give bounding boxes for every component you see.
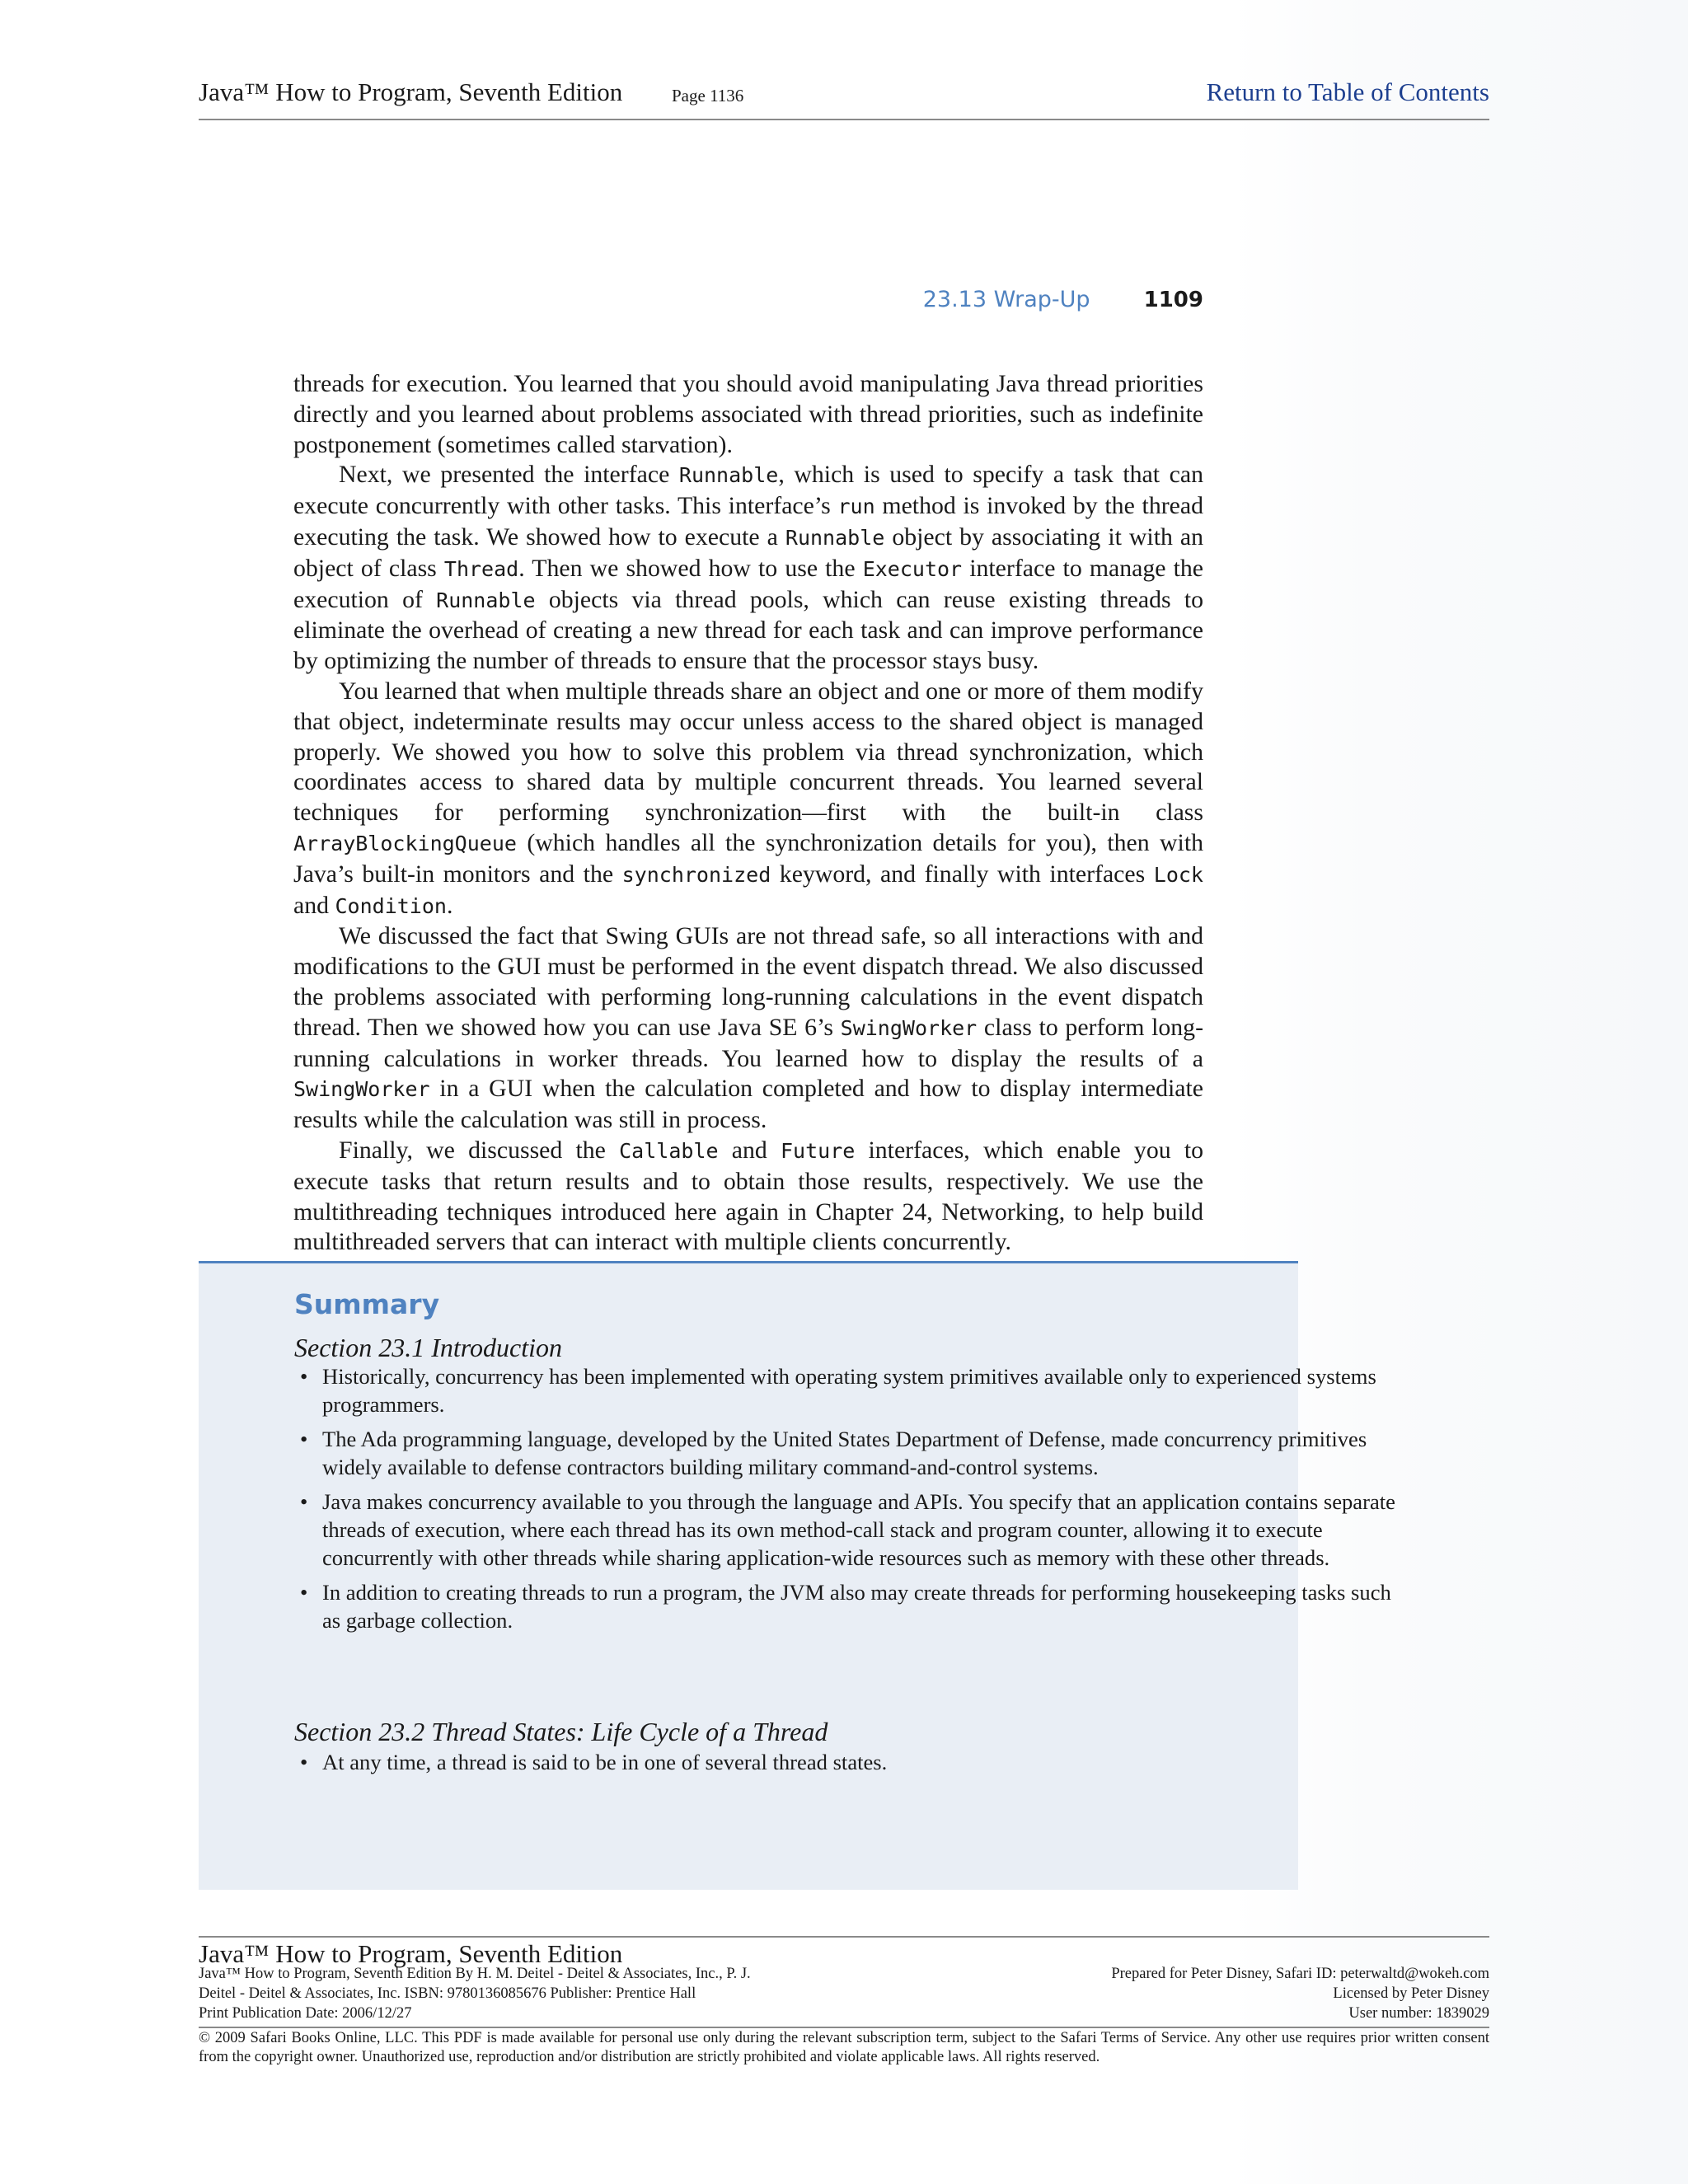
text-run: . (446, 891, 453, 919)
summary-section-heading: Section 23.2 Thread States: Life Cycle of a Thread (294, 1717, 828, 1746)
text-run: . Then we showed how to use the (518, 554, 863, 582)
footer-license-line: Licensed by Peter Disney (1333, 1985, 1489, 2002)
code-term: ArrayBlockingQueue (293, 831, 517, 855)
footer-legal-notice: © 2009 Safari Books Online, LLC. This PDF is made available for personal use only during the relevant subscription term, subject to the Safari Terms of Service. Any other use requires prior written consent from the copyright owner. Unauthorized use, reproduction and/or distribution are strictly prohibited and violate applicable laws. All rights reserved. (199, 2030, 1489, 2065)
running-head (824, 287, 1203, 320)
header-book-title: Java™ How to Program, Seventh Edition (199, 77, 623, 106)
footer-divider (199, 2027, 1489, 2028)
body-paragraph (293, 921, 1203, 1136)
summary-bullet: • Historically, concurrency has been implemented with operating system primitives available only to experienced systems programmers. (322, 1362, 1406, 1418)
body-paragraph (293, 1136, 1203, 1258)
summary-bullet: • In addition to creating threads to run a program, the JVM also may create threads for performing housekeeping tasks such as garbage collection. (322, 1578, 1406, 1634)
footer-license-line: User number: 1839029 (1348, 2005, 1489, 2022)
page-footer (199, 1936, 1489, 2069)
text-run: class to perform long-running calculations in worker threads. You learned how to display the results of a (293, 1013, 1204, 1072)
text-run: , which is used to specify a task that can execute concurrently with other tasks. This interface’s (293, 461, 1203, 520)
running-head-page-number: 1109 (1143, 288, 1203, 312)
text-run: (which handles all the synchronization details for you), then with Java’s built-in monitors and the (293, 828, 1203, 888)
text-run: and (718, 1136, 781, 1164)
page-header (199, 76, 1489, 120)
summary-bullet-list (322, 1362, 1406, 1641)
body-paragraph: threads for execution. You learned that you should avoid manipulating Java thread priorities directly and you learned about problems associated with thread priorities, such as indefinite postponement (sometimes called starvation). (293, 370, 1203, 458)
text-run: interface to manage the execution of (293, 554, 1204, 613)
text-run: method is invoked by the thread executing the task. We showed how to execute a (293, 492, 1203, 551)
footer-info-line: Deitel - Deitel & Associates, Inc. ISBN: 9780136085676 Publisher: Prentice Hall (199, 1985, 696, 2002)
code-term: Future (780, 1138, 856, 1163)
text-run: object by associating it with an object of class (293, 523, 1203, 582)
page-margin-shade (1232, 0, 1688, 2184)
summary-title: Summary (294, 1288, 440, 1320)
code-term: Thread (443, 556, 519, 581)
body-text (293, 369, 1203, 1258)
code-term: Executor (862, 556, 963, 581)
text-run: keyword, and finally with interfaces (771, 860, 1154, 888)
body-paragraph (293, 460, 1203, 677)
running-head-section: 23.13 Wrap-Up (922, 287, 1090, 312)
code-term: Lock (1153, 862, 1203, 887)
summary-box (199, 1261, 1395, 1890)
code-term: Condition (335, 893, 447, 918)
code-term: SwingWorker (840, 1015, 978, 1040)
text-run: in a GUI when the calculation completed and how to display intermediate results while the calculation was still in process. (293, 1075, 1203, 1134)
text-run: You learned that when multiple threads share an object and one or more of them modify that object, indeterminate results may occur unless access to the shared object is managed properly. We showed you how to solve this problem via thread synchronization, which coordinates access to shared data by multiple concurrent threads. You learned several techniques for performing synchronization—first with the built-in class (293, 677, 1203, 827)
text-run: objects via thread pools, which can reuse existing threads to eliminate the overhead of creating a new thread for each task and can improve performance by optimizing the number of threads to ensure that the processor stays busy. (293, 585, 1203, 675)
text-run: and (293, 891, 335, 919)
text-run: Finally, we discussed the (339, 1136, 620, 1164)
code-term: Runnable (785, 525, 885, 550)
text-run: We discussed the fact that Swing GUIs are not thread safe, so all interactions with and modifications to the GUI must be performed in the event dispatch thread. We also discussed the problems associated with performing long-running calculations in the event dispatch thread. Then we showed how you can use Java SE 6’s (293, 922, 1203, 1041)
footer-license-line: Prepared for Peter Disney, Safari ID: peterwaltd@wokeh.com (1111, 1966, 1489, 1982)
summary-bullet-list (322, 1748, 1406, 1783)
code-term: synchronized (621, 862, 771, 887)
code-term: run (837, 494, 875, 519)
code-term: SwingWorker (293, 1077, 430, 1102)
footer-book-title: Java™ How to Program, Seventh Edition (199, 1939, 623, 1968)
text-run: interfaces, which enable you to execute tasks that return results and to obtain those results, respectively. We use the multithreading techniques introduced here again in Chapter 24, Networking, to help build multithreaded servers that can interact with multiple clients concurrently. (293, 1136, 1204, 1256)
summary-section-heading: Section 23.1 Introduction (294, 1333, 562, 1362)
summary-bullet: • Java makes concurrency available to you through the language and APIs. You specify that an application contains separate threads of execution, where each thread has its own method-call stack and program counter, allowing it to execute concurrently with other threads while sharing application-wide resources such as memory with these other threads. (322, 1488, 1406, 1572)
code-term: Runnable (678, 463, 779, 488)
footer-info-line: Print Publication Date: 2006/12/27 (199, 2005, 412, 2022)
return-to-toc-link[interactable]: Return to Table of Contents (1206, 77, 1489, 106)
footer-info-line: Java™ How to Program, Seventh Edition By H. M. Deitel - Deitel & Associates, Inc., P. J. (199, 1966, 751, 1982)
summary-bullet: • The Ada programming language, developed by the United States Department of Defense, made concurrency primitives widely available to defense contractors building military command-and-control systems. (322, 1425, 1406, 1481)
header-page-ref: Page 1136 (672, 86, 744, 105)
body-paragraph (293, 677, 1203, 921)
text-run: Next, we presented the interface (339, 461, 679, 489)
code-term: Runnable (436, 588, 536, 612)
summary-bullet: • At any time, a thread is said to be in one of several thread states. (322, 1748, 1406, 1776)
code-term: Callable (619, 1138, 719, 1163)
